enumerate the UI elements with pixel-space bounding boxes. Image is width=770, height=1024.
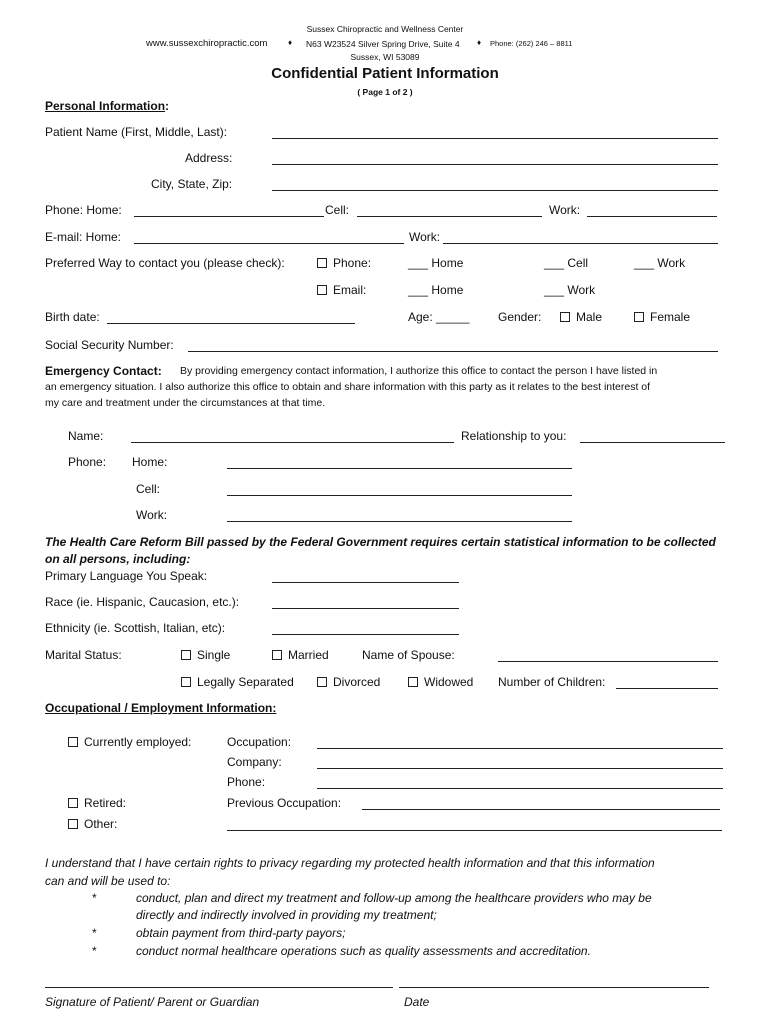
privacy-text-1: I understand that I have certain rights to privacy regarding my protected health information and that this information <box>45 856 655 870</box>
ec-home-label: Home: <box>132 455 168 469</box>
emergency-text-2: an emergency situation. I also authorize this office to obtain and share information with this party as it relates to the best interest of <box>45 381 651 393</box>
occ-phone-label: Phone: <box>227 775 266 789</box>
privacy-item-2: obtain payment from third-party payors; <box>136 926 346 940</box>
ec-work-label: Work: <box>136 508 168 522</box>
checkbox-icon[interactable] <box>317 285 327 295</box>
married-option[interactable]: Married <box>272 648 329 662</box>
phone-work-option[interactable]: ___ Work <box>634 256 686 270</box>
birth-date-label: Birth date: <box>45 310 100 324</box>
ethnicity-field[interactable] <box>272 634 459 635</box>
phone-home-label: Phone: Home: <box>45 203 122 217</box>
reform-text-2: on all persons, including: <box>45 552 191 566</box>
section-personal: Personal Information: <box>45 99 170 113</box>
street-address: N63 W23524 Silver Spring Drive, Suite 4 <box>306 39 460 49</box>
email-home-field[interactable] <box>134 243 404 244</box>
checkbox-icon[interactable] <box>408 677 418 687</box>
section-occupation: Occupational / Employment Information: <box>45 701 277 715</box>
email-work-field[interactable] <box>443 243 718 244</box>
email-work-option[interactable]: ___ Work <box>544 283 596 297</box>
preferred-email-option[interactable]: Email: <box>317 283 366 297</box>
marital-label: Marital Status: <box>45 648 122 662</box>
language-field[interactable] <box>272 582 459 583</box>
privacy-text-2: can and will be used to: <box>45 874 171 888</box>
spouse-label: Name of Spouse: <box>362 648 455 662</box>
ec-cell-field[interactable] <box>227 495 572 496</box>
ethnicity-label: Ethnicity (ie. Scottish, Italian, etc): <box>45 621 226 635</box>
address-label: Address: <box>185 151 233 165</box>
emergency-heading: Emergency Contact: <box>45 364 162 378</box>
work-label: Work: <box>549 203 581 217</box>
emergency-text-1: By providing emergency contact information, I authorize this office to contact the person I have listed in <box>180 365 658 377</box>
reform-text-1: The Health Care Reform Bill passed by the Federal Government requires certain statistical information to be collected <box>45 535 716 549</box>
occ-phone-field[interactable] <box>317 788 723 789</box>
ssn-label: Social Security Number: <box>45 338 174 352</box>
preferred-label: Preferred Way to contact you (please check): <box>45 256 285 270</box>
phone-number: Phone: (262) 246 – 8811 <box>490 39 573 48</box>
gender-label: Gender: <box>498 310 542 324</box>
previous-occupation-label: Previous Occupation: <box>227 796 342 810</box>
signature-label: Signature of Patient/ Parent or Guardian <box>45 995 260 1009</box>
privacy-item-1b: directly and indirectly involved in providing my treatment; <box>136 908 437 922</box>
section-heading: Personal Information <box>45 99 166 113</box>
website: www.sussexchiropractic.com <box>146 38 268 49</box>
ec-home-field[interactable] <box>227 468 572 469</box>
org-name: Sussex Chiropractic and Wellness Center <box>306 24 464 34</box>
phone-home-option[interactable]: ___ Home <box>408 256 464 270</box>
email-home-label: E-mail: Home: <box>45 230 122 244</box>
ec-name-field[interactable] <box>131 442 454 443</box>
widowed-option[interactable]: Widowed <box>408 675 473 689</box>
checkbox-icon[interactable] <box>68 819 78 829</box>
company-label: Company: <box>227 755 282 769</box>
language-label: Primary Language You Speak: <box>45 569 208 583</box>
city-field[interactable] <box>272 190 718 191</box>
company-field[interactable] <box>317 768 723 769</box>
ec-name-label: Name: <box>68 429 104 443</box>
checkbox-icon[interactable] <box>68 798 78 808</box>
ec-cell-label: Cell: <box>136 482 161 496</box>
birth-date-field[interactable] <box>107 323 355 324</box>
privacy-item-1a: conduct, plan and direct my treatment and follow-up among the healthcare providers who may be <box>136 891 652 905</box>
phone-cell-option[interactable]: ___ Cell <box>544 256 589 270</box>
children-label: Number of Children: <box>498 675 606 689</box>
separator: ♦ <box>477 38 482 47</box>
address-field[interactable] <box>272 164 718 165</box>
previous-occupation-field[interactable] <box>362 809 720 810</box>
email-home-option[interactable]: ___ Home <box>408 283 464 297</box>
separator: ♦ <box>288 38 293 47</box>
privacy-item-3: conduct normal healthcare operations such as quality assessments and accreditation. <box>136 944 591 958</box>
page-title: Confidential Patient Information <box>271 65 499 82</box>
patient-name-field[interactable] <box>272 138 718 139</box>
checkbox-icon[interactable] <box>317 677 327 687</box>
patient-name-label: Patient Name (First, Middle, Last): <box>45 125 228 139</box>
page-number: ( Page 1 of 2 ) <box>357 87 413 97</box>
spouse-field[interactable] <box>498 661 718 662</box>
checkbox-icon[interactable] <box>560 312 570 322</box>
date-field[interactable] <box>399 987 709 988</box>
other-field[interactable] <box>227 830 722 831</box>
divorced-option[interactable]: Divorced <box>317 675 380 689</box>
separated-option[interactable]: Legally Separated <box>181 675 294 689</box>
city: Sussex, WI 53089 <box>350 52 420 62</box>
checkbox-icon[interactable] <box>68 737 78 747</box>
race-field[interactable] <box>272 608 459 609</box>
race-label: Race (ie. Hispanic, Caucasion, etc.): <box>45 595 240 609</box>
checkbox-icon[interactable] <box>634 312 644 322</box>
date-label: Date <box>404 995 430 1009</box>
ec-phone-label: Phone: <box>68 455 107 469</box>
preferred-phone-option[interactable]: Phone: <box>317 256 371 270</box>
retired-option[interactable]: Retired: <box>68 796 126 810</box>
gender-female-option[interactable]: Female <box>634 310 690 324</box>
checkbox-icon[interactable] <box>181 650 191 660</box>
checkbox-icon[interactable] <box>317 258 327 268</box>
bullet: * <box>92 891 97 905</box>
age-field[interactable]: Age: _____ <box>408 310 470 324</box>
work-field[interactable] <box>587 216 717 217</box>
occupation-label: Occupation: <box>227 735 292 749</box>
bullet: * <box>92 926 97 940</box>
children-field[interactable] <box>616 688 718 689</box>
checkbox-icon[interactable] <box>181 677 191 687</box>
checkbox-icon[interactable] <box>272 650 282 660</box>
cell-label: Cell: <box>325 203 350 217</box>
ec-work-field[interactable] <box>227 521 572 522</box>
ssn-field[interactable] <box>188 351 718 352</box>
ec-relationship-label: Relationship to you: <box>461 429 567 443</box>
other-option[interactable]: Other: <box>68 817 117 831</box>
phone-home-field[interactable] <box>134 216 324 217</box>
single-option[interactable]: Single <box>181 648 230 662</box>
emergency-text-3: my care and treatment under the circumstances at that time. <box>45 397 326 409</box>
signature-field[interactable] <box>45 987 393 988</box>
email-work-label: Work: <box>409 230 441 244</box>
ec-relationship-field[interactable] <box>580 442 725 443</box>
cell-field[interactable] <box>357 216 542 217</box>
bullet: * <box>92 944 97 958</box>
gender-male-option[interactable]: Male <box>560 310 602 324</box>
employed-option[interactable]: Currently employed: <box>68 735 191 749</box>
city-label: City, State, Zip: <box>151 177 233 191</box>
occupation-field[interactable] <box>317 748 723 749</box>
